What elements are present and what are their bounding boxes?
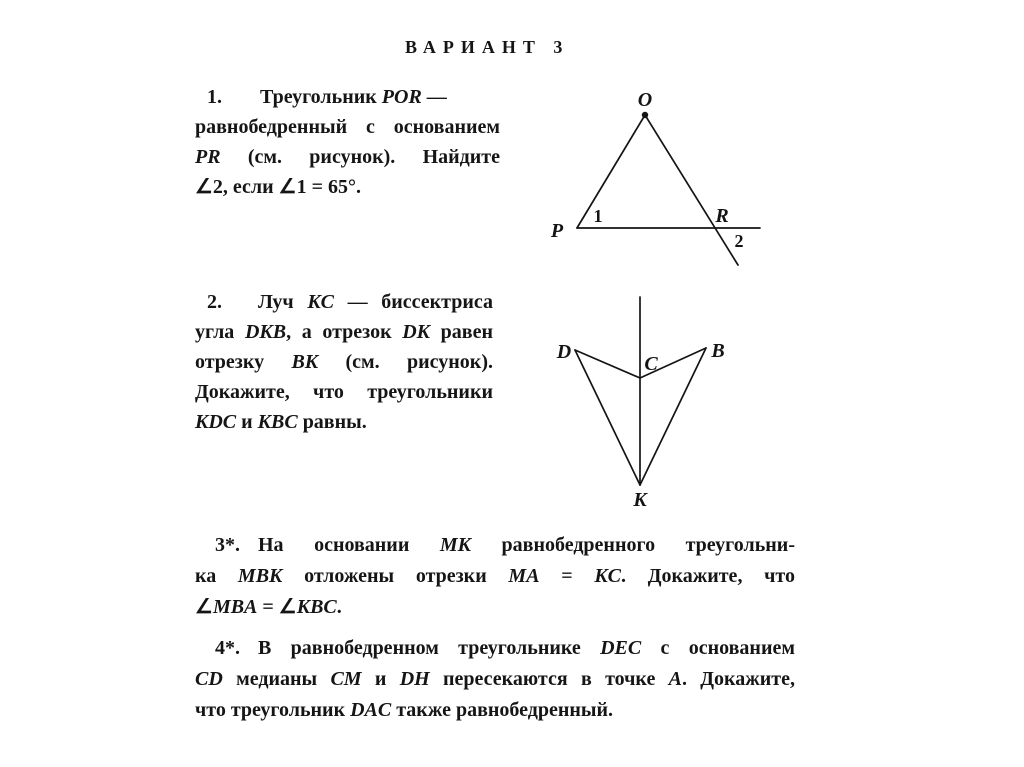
problem-number: 4*. [215, 637, 240, 659]
problem-number: 2. [207, 291, 222, 313]
math-variable: KBC [257, 411, 298, 433]
problem-2-line-4 [195, 377, 493, 407]
math-variable: BK [291, 351, 319, 373]
text-run: ∠2, если ∠1 = 65°. [195, 176, 361, 198]
math-variable: DK [402, 321, 431, 343]
problem-2 [195, 287, 493, 437]
vertex-o-dot [642, 112, 648, 118]
label-angle-1: 1 [593, 206, 603, 226]
text-run: угла [195, 321, 245, 343]
text-run: равнобедренный с основанием [195, 116, 500, 138]
text-run: (см. рисунок). [318, 351, 493, 373]
text-run: отложены отрезки [282, 565, 509, 587]
text-run: с основанием [641, 637, 795, 659]
math-variable: MBA [212, 596, 258, 618]
problem-1-line-2 [195, 112, 500, 142]
math-variable: CD [195, 668, 223, 690]
text-run: равны. [297, 411, 367, 433]
problem-4-line-2 [195, 664, 795, 695]
text-run: . Докажите, [681, 668, 796, 690]
label-d: D [556, 341, 572, 363]
text-run: Луч [258, 291, 308, 313]
math-variable: MA [508, 565, 540, 587]
problem-1-line-1-text [260, 86, 447, 108]
text-run: также равнобедренный. [391, 699, 614, 721]
math-variable: DEC [600, 637, 642, 659]
text-run: равнобедренного треугольни- [471, 534, 795, 556]
math-variable: A [668, 668, 682, 690]
text-run: Докажите, что треугольники [195, 381, 493, 403]
text-run: равен [430, 321, 493, 343]
math-variable: DAC [350, 699, 392, 721]
problem-4-line-3 [195, 695, 795, 726]
side-op [577, 115, 645, 228]
text-run: (см. рисунок). Найдите [220, 146, 500, 168]
problem-1 [195, 82, 500, 202]
math-variable: CM [330, 668, 362, 690]
segment-dc [575, 350, 640, 378]
label-p: P [550, 220, 564, 242]
math-variable: KDC [195, 411, 237, 433]
figure-2-bisector [556, 297, 725, 511]
math-variable: PR [195, 146, 221, 168]
problem-3-line-1 [195, 530, 795, 561]
text-run: медианы [222, 668, 331, 690]
math-variable: DKB [244, 321, 287, 343]
label-r: R [715, 205, 729, 227]
problem-3-line-1-text [258, 534, 795, 556]
math-variable: KC [307, 291, 334, 313]
text-run: пересекаются в точке [429, 668, 669, 690]
label-k: K [633, 489, 647, 511]
figure-1-triangle-por [550, 89, 760, 265]
text-run: что треугольник [195, 699, 351, 721]
text-run: ка [195, 565, 238, 587]
math-variable: DH [399, 668, 430, 690]
text-run: = ∠ [257, 596, 297, 618]
problem-number: 3*. [215, 534, 240, 556]
math-variable: POR [381, 86, 422, 108]
problem-1-line-4 [195, 172, 500, 202]
math-variable: KC [594, 565, 622, 587]
problem-2-line-3 [195, 347, 493, 377]
label-c: C [644, 353, 658, 375]
text-run: = [539, 565, 595, 587]
label-angle-2: 2 [734, 231, 744, 251]
text-run: — биссектриса [334, 291, 493, 313]
problem-1-line-1 [195, 82, 500, 112]
text-run: — [421, 86, 447, 108]
text-run: На основании [258, 534, 440, 556]
text-run: . [336, 596, 342, 618]
text-run: и [361, 668, 400, 690]
side-or-extended [645, 115, 738, 265]
problem-4-line-1-text [258, 637, 795, 659]
text-run: . Докажите, что [621, 565, 795, 587]
problem-4 [195, 633, 795, 726]
math-variable: KBC [296, 596, 337, 618]
problem-3-line-3 [195, 592, 795, 623]
text-run: ∠ [195, 596, 213, 618]
label-o: O [637, 89, 653, 111]
math-variable: MK [439, 534, 471, 556]
problem-number: 1. [207, 86, 222, 108]
problem-2-line-1 [195, 287, 493, 317]
problem-3 [195, 530, 795, 623]
text-run: и [236, 411, 258, 433]
math-variable: MBK [237, 565, 283, 587]
variant-title: ВАРИАНТ 3 [405, 37, 570, 57]
problem-2-line-1-text [258, 291, 493, 313]
segment-dk [575, 350, 640, 485]
problem-3-line-2 [195, 561, 795, 592]
text-run: Треугольник [260, 86, 382, 108]
text-run: В равнобедренном треугольнике [258, 637, 601, 659]
text-run: отрезку [195, 351, 292, 373]
text-run: , а отрезок [286, 321, 403, 343]
problem-1-line-3 [195, 142, 500, 172]
problem-4-line-1 [195, 633, 795, 664]
label-b: B [711, 340, 725, 362]
problem-2-line-5 [195, 407, 493, 437]
problem-2-line-2 [195, 317, 493, 347]
